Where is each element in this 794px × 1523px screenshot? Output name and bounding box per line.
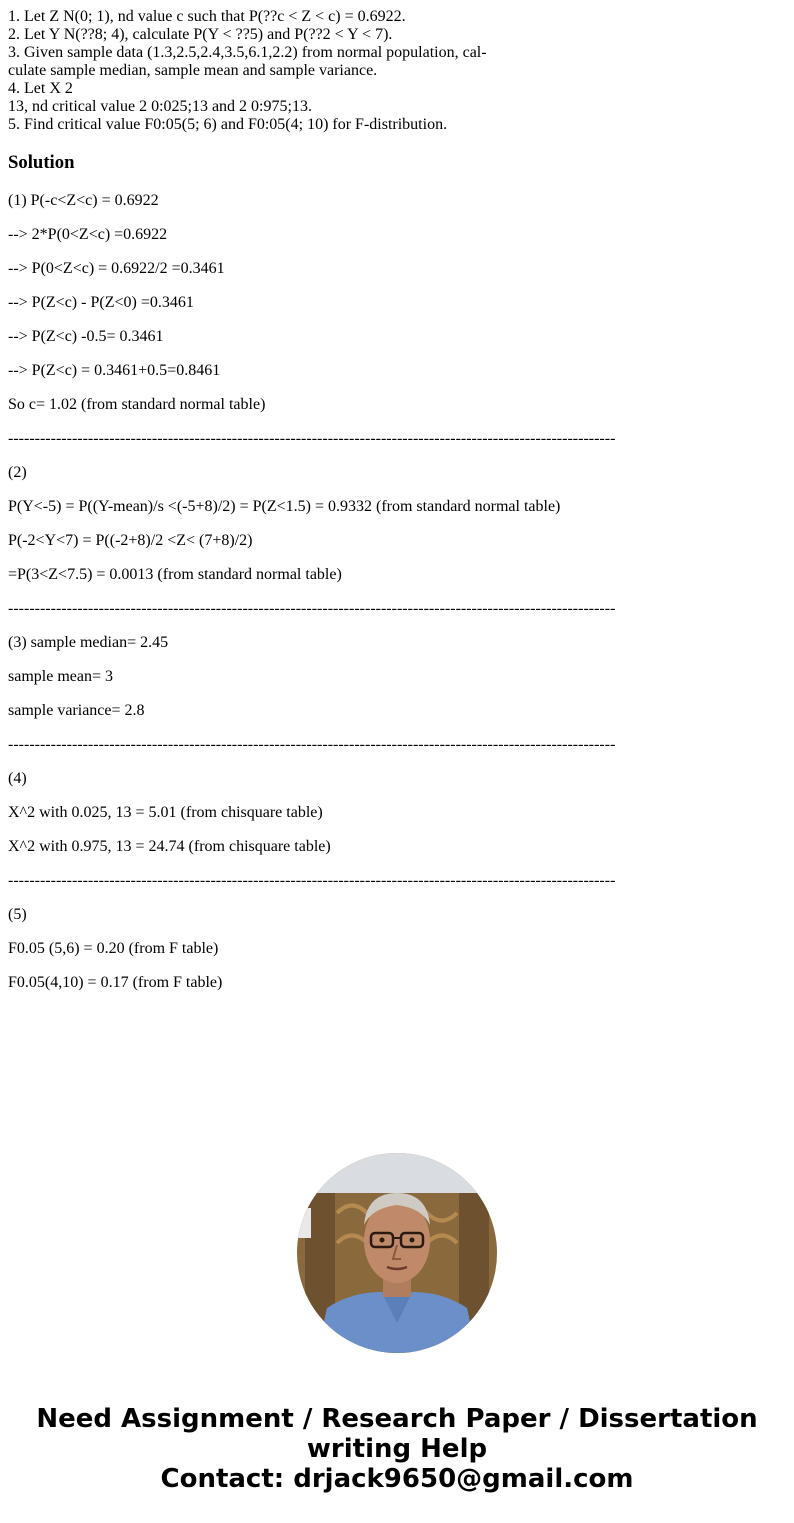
divider-line: ------------------------------------------------------------------------------------------------------------------ xyxy=(8,430,616,447)
question-3: 3. Given sample data (1.3,2.5,2.4,3.5,6.1,2.2) from normal population, cal- xyxy=(8,44,487,61)
solution-line: sample variance= 2.8 xyxy=(8,702,145,719)
footer-contact-email[interactable]: Contact: drjack9650@gmail.com xyxy=(160,1464,634,1494)
solution-line: F0.05(4,10) = 0.17 (from F table) xyxy=(8,974,223,991)
solution-line: X^2 with 0.975, 13 = 24.74 (from chisquare table) xyxy=(8,838,331,855)
divider-line: ------------------------------------------------------------------------------------------------------------------ xyxy=(8,600,616,617)
solution-line: (4) xyxy=(8,770,27,787)
solution-line: =P(3<Z<7.5) = 0.0013 (from standard normal table) xyxy=(8,566,342,583)
solution-line: --> P(Z<c) = 0.3461+0.5=0.8461 xyxy=(8,362,221,379)
solution-line: --> 2*P(0<Z<c) =0.6922 xyxy=(8,226,168,243)
solution-line: (5) xyxy=(8,906,27,923)
question-1: 1. Let Z N(0; 1), nd value c such that P(??c < Z < c) = 0.6922. xyxy=(8,8,406,25)
question-5: 5. Find critical value F0:05(5; 6) and F0:05(4; 10) for F-distribution. xyxy=(8,116,448,133)
solution-line: --> P(Z<c) - P(Z<0) =0.3461 xyxy=(8,294,194,311)
question-2: 2. Let Y N(??8; 4), calculate P(Y < ??5) and P(??2 < Y < 7). xyxy=(8,26,393,43)
solution-line: sample mean= 3 xyxy=(8,668,113,685)
question-3-continued: culate sample median, sample mean and sample variance. xyxy=(8,62,378,79)
question-4: 4. Let X 2 xyxy=(8,80,73,97)
solution-line: (1) P(-c<Z<c) = 0.6922 xyxy=(8,192,159,209)
solution-line: (3) sample median= 2.45 xyxy=(8,634,169,651)
solution-line: F0.05 (5,6) = 0.20 (from F table) xyxy=(8,940,219,957)
solution-line: --> P(0<Z<c) = 0.6922/2 =0.3461 xyxy=(8,260,225,277)
footer-line-1: Need Assignment / Research Paper / Dissertation xyxy=(36,1404,758,1434)
solution-line: So c= 1.02 (from standard normal table) xyxy=(8,396,266,413)
question-4-continued: 13, nd critical value 2 0:025;13 and 2 0:975;13. xyxy=(8,98,312,115)
divider-line: ------------------------------------------------------------------------------------------------------------------ xyxy=(8,736,616,753)
solution-heading: Solution xyxy=(8,152,75,173)
solution-line: P(Y<-5) = P((Y-mean)/s <(-5+8)/2) = P(Z<1.5) = 0.9332 (from standard normal table) xyxy=(8,498,561,515)
solution-line: --> P(Z<c) -0.5= 0.3461 xyxy=(8,328,164,345)
author-photo-icon xyxy=(297,1153,497,1353)
contact-footer xyxy=(0,1404,794,1494)
footer-line-2: writing Help xyxy=(306,1434,488,1464)
solution-line: X^2 with 0.025, 13 = 5.01 (from chisquare table) xyxy=(8,804,323,821)
solution-line: (2) xyxy=(8,464,27,481)
divider-line: ------------------------------------------------------------------------------------------------------------------ xyxy=(8,872,616,889)
solution-line: P(-2<Y<7) = P((-2+8)/2 <Z< (7+8)/2) xyxy=(8,532,253,549)
question-list xyxy=(8,8,528,134)
author-avatar xyxy=(297,1153,497,1353)
